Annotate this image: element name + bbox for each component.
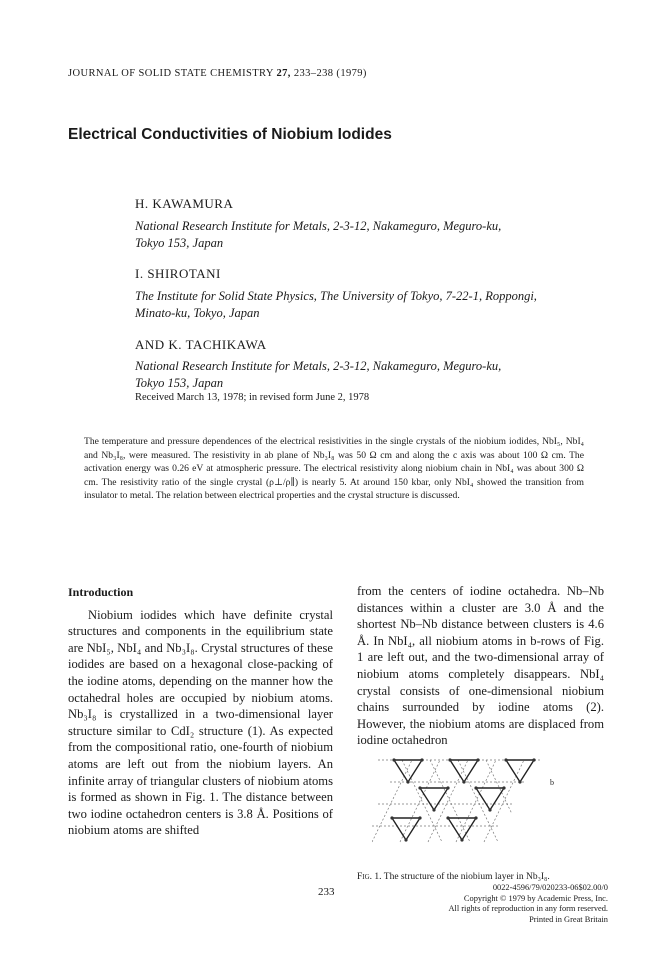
- abstract: The temperature and pressure dependences of the electrical resistivities in the single crystals of the niobium iodides, NbI₅, NbI₄ and Nb₃I₈, were measured. The resistivity in ab plane of Nb₃I₈ was 50 Ω cm and along the c axis was about 100 Ω cm. The activation energy was 0.26 eV at atmospheric pressure. The electrical resistivity along niobium chain in NbI₄ was about 300 Ω cm. The resistivity ratio of the single crystal (ρ⊥/ρ∥) is nearly 5. At around 150 kbar, only NbI₄ showed the transition from insulator to metal. The relation between electrical properties and the crystal structure is discussed.: [84, 436, 584, 502]
- author-1: H. KAWAMURA: [135, 196, 234, 211]
- journal-header: [68, 68, 367, 79]
- affiliation-1: National Research Institute for Metals, 2-3-12, Nakameguro, Meguro-ku, Tokyo 153, Japan: [135, 219, 502, 250]
- left-column: [68, 584, 333, 839]
- niobium-layer-diagram: [372, 752, 572, 848]
- affiliation-2: The Institute for Solid State Physics, The University of Tokyo, 7-22-1, Roppongi, Minato-ku, Tokyo, Japan: [135, 289, 537, 320]
- affiliation-3: National Research Institute for Metals, 2-3-12, Nakameguro, Meguro-ku, Tokyo 153, Japan: [135, 359, 502, 390]
- journal-pages: 233–238 (1979): [293, 68, 367, 79]
- figure-caption-text: The structure of the niobium layer in Nb₃I₈.: [383, 872, 550, 882]
- figure-caption-prefix: Fig. 1.: [357, 872, 382, 882]
- journal-volume: 27,: [276, 68, 291, 79]
- author-3: AND K. TACHIKAWA: [135, 337, 267, 352]
- intro-paragraph-left: Niobium iodides which have definite crystal structures and components in the equilibrium state are NbI₅, NbI₄ and Nb₃I₈. Crystal structures of these iodides are based on a hexagonal close-packing of the iodine atoms, depending on the manner how the octahedral holes are occupied by niobium atoms. Nb₃I₈ is crystallized in a two-dimensional layer structure similar to CdI₂ structure (1). As expected from the compositional ratio, one-fourth of niobium atoms are left out from the niobium layers. An infinite array of triangular clusters of niobium atoms is formed as shown in Fig. 1. The distance between two iodine octahedron centers is 3.8 Å. Positions of niobium atoms are shifted: [68, 607, 333, 838]
- page-number: 233: [318, 886, 335, 898]
- niobium-layer-figure: [372, 752, 572, 853]
- section-heading: Introduction: [68, 585, 134, 599]
- figure-row-label: b: [550, 778, 554, 787]
- paper-title: Electrical Conductivities of Niobium Iodides: [68, 126, 392, 143]
- intro-paragraph-right: from the centers of iodine octahedra. Nb–Nb distances within a cluster are 3.0 Å and the shortest Nb–Nb distance between clusters is 4.6 Å. In NbI₄, all niobium atoms in b-rows of Fig. 1 are left out, and the two-dimensional array of niobium atoms completely disappears. NbI₄ crystal consists of one-dimensional niobium chains surrounded by iodine atoms (2). However, the niobium atoms are displaced from iodine octahedron: [357, 584, 604, 748]
- right-column: [357, 583, 604, 749]
- copyright-block: 0022-4596/79/020233-06$02.00/0 Copyright © 1979 by Academic Press, Inc. All rights of reproduction in any form reserved. Printed in Great Britain: [448, 883, 608, 924]
- author-2: I. SHIROTANI: [135, 266, 221, 281]
- figure-caption: [357, 872, 550, 882]
- received-date: Received March 13, 1978; in revised form June 2, 1978: [135, 392, 370, 403]
- journal-name: JOURNAL OF SOLID STATE CHEMISTRY: [68, 68, 274, 79]
